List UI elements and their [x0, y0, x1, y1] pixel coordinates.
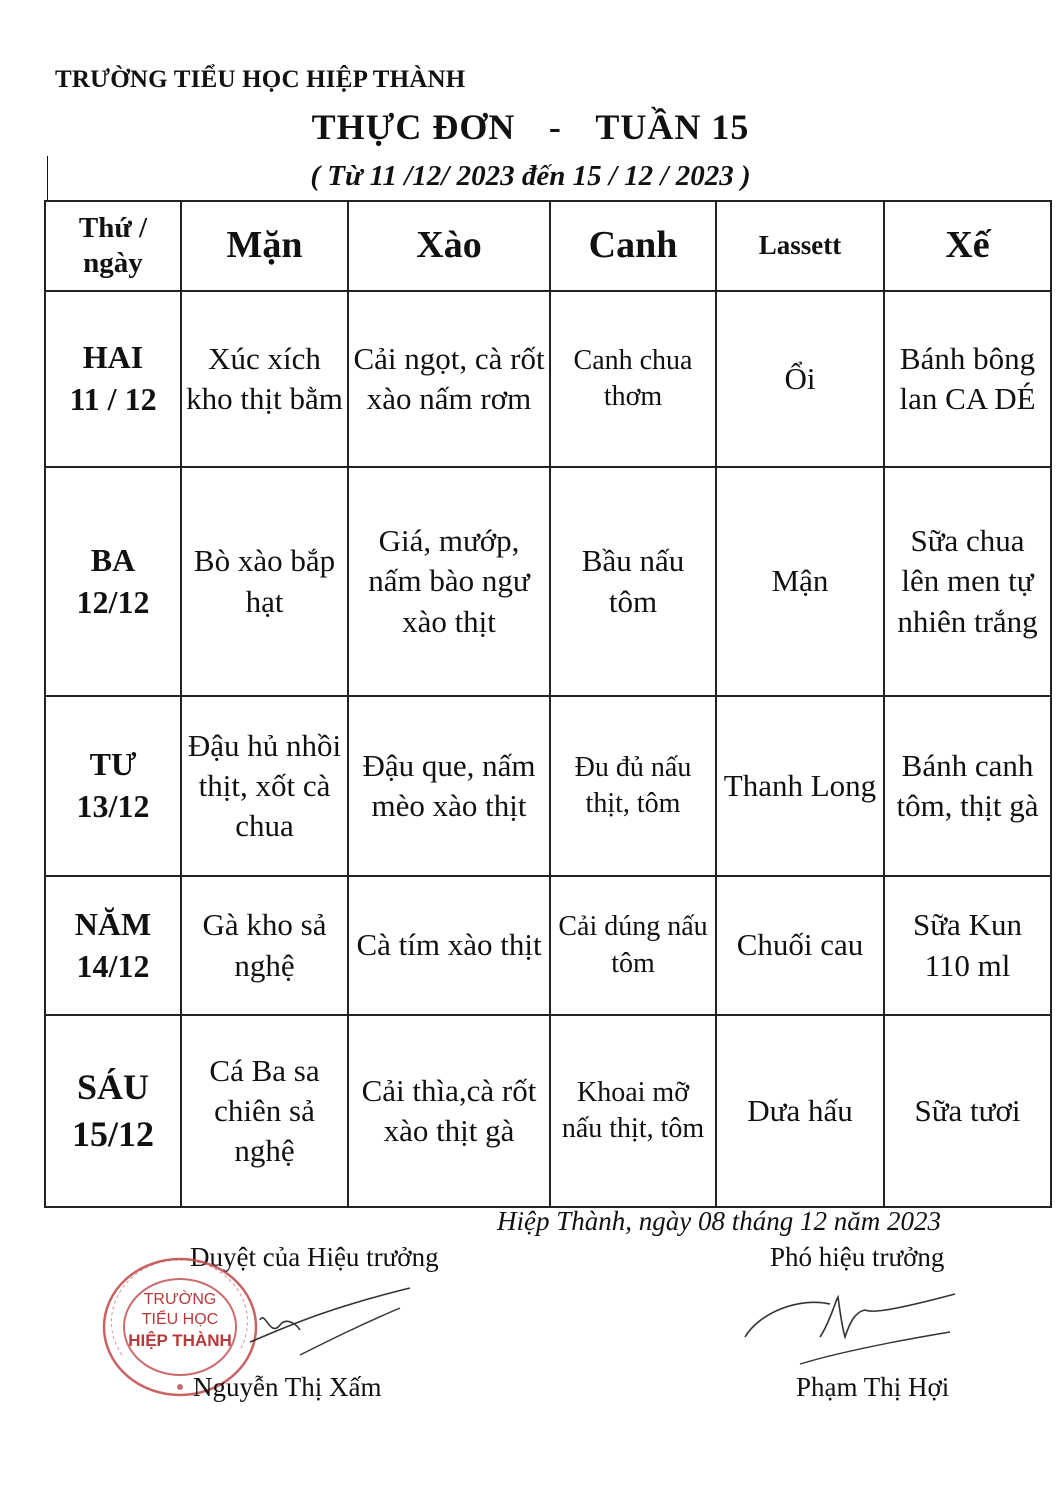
- menu-table: [44, 200, 1052, 1208]
- day-cell: [45, 876, 181, 1015]
- canh-cell: Canh chua thơm: [550, 291, 716, 467]
- title-left: THỰC ĐƠN: [311, 107, 516, 147]
- header-day: Thứ / ngày: [45, 201, 181, 291]
- place-date: Hiệp Thành, ngày 08 tháng 12 năm 2023: [497, 1206, 941, 1236]
- lassett-cell: Chuối cau: [716, 876, 884, 1015]
- table-row: [45, 291, 1051, 467]
- principal-name: Nguyễn Thị Xấm: [193, 1372, 382, 1402]
- man-cell: Bò xào bắp hạt: [181, 467, 348, 696]
- table-row: [45, 1015, 1051, 1207]
- man-cell: Cá Ba sa chiên sả nghệ: [181, 1015, 348, 1207]
- vice-principal-label: Phó hiệu trưởng: [770, 1242, 945, 1272]
- table-row: [45, 876, 1051, 1015]
- approval-label: Duyệt của Hiệu trưởng: [190, 1242, 439, 1272]
- stamp-line-2: TIỂU HỌC: [141, 1311, 219, 1328]
- title-separator: -: [548, 107, 562, 147]
- xe-cell: Sữa chua lên men tự nhiên trắng: [884, 467, 1051, 696]
- lassett-cell: Mận: [716, 467, 884, 696]
- day-name: TƯ: [89, 746, 137, 783]
- day-date: 11 / 12: [69, 381, 157, 417]
- stamp-line-3: HIỆP THÀNH: [128, 1331, 232, 1350]
- stamp-line-1: TRƯỜNG: [143, 1291, 217, 1308]
- header-xao: Xào: [348, 201, 550, 291]
- xao-cell: Giá, mướp, nấm bào ngư xào thịt: [348, 467, 550, 696]
- school-name: TRƯỜNG TIỂU HỌC HIỆP THÀNH: [55, 66, 466, 93]
- header-xe: Xế: [884, 201, 1051, 291]
- xe-cell: Bánh canh tôm, thịt gà: [884, 696, 1051, 876]
- canh-cell: Cải dúng nấu tôm: [550, 876, 716, 1015]
- principal-signature-icon: [240, 1280, 420, 1360]
- day-name: HAI: [82, 339, 144, 376]
- day-cell: [45, 1015, 181, 1207]
- header-canh: Canh: [550, 201, 716, 291]
- canh-cell: Bầu nấu tôm: [550, 467, 716, 696]
- xe-cell: Sữa Kun 110 ml: [884, 876, 1051, 1015]
- day-date: 15/12: [71, 1114, 154, 1154]
- xao-cell: Cà tím xào thịt: [348, 876, 550, 1015]
- table-row: [45, 467, 1051, 696]
- canh-cell: Đu đủ nấu thịt, tôm: [550, 696, 716, 876]
- day-cell: [45, 467, 181, 696]
- xao-cell: Đậu que, nấm mèo xào thịt: [348, 696, 550, 876]
- lassett-cell: Thanh Long: [716, 696, 884, 876]
- header-man: Mặn: [181, 201, 348, 291]
- header-lassett: Lassett: [716, 201, 884, 291]
- day-date: 14/12: [76, 947, 150, 984]
- man-cell: Xúc xích kho thịt bằm: [181, 291, 348, 467]
- xao-cell: Cải ngọt, cà rốt xào nấm rơm: [348, 291, 550, 467]
- canh-cell: Khoai mỡ nấu thịt, tôm: [550, 1015, 716, 1207]
- man-cell: Đậu hủ nhồi thịt, xốt cà chua: [181, 696, 348, 876]
- day-name: BA: [90, 541, 136, 578]
- day-date: 12/12: [76, 583, 150, 620]
- day-name: NĂM: [74, 905, 152, 942]
- table-header-row: [45, 201, 1051, 291]
- day-date: 13/12: [76, 788, 150, 824]
- xao-cell: Cải thìa,cà rốt xào thịt gà: [348, 1015, 550, 1207]
- lassett-cell: Dưa hấu: [716, 1015, 884, 1207]
- table-row: [45, 696, 1051, 876]
- vice-principal-signature-icon: [740, 1282, 960, 1372]
- xe-cell: Bánh bông lan CA DÉ: [884, 291, 1051, 467]
- day-cell: [45, 696, 181, 876]
- vice-principal-name: Phạm Thị Hợi: [796, 1372, 950, 1402]
- xe-cell: Sữa tươi: [884, 1015, 1051, 1207]
- day-cell: [45, 291, 181, 467]
- lassett-cell: Ổi: [716, 291, 884, 467]
- date-range: ( Từ 11 /12/ 2023 đến 15 / 12 / 2023 ): [310, 160, 751, 192]
- menu-title: [0, 106, 1061, 148]
- title-week: TUẦN 15: [595, 107, 750, 147]
- day-name: SÁU: [76, 1067, 150, 1108]
- man-cell: Gà kho sả nghệ: [181, 876, 348, 1015]
